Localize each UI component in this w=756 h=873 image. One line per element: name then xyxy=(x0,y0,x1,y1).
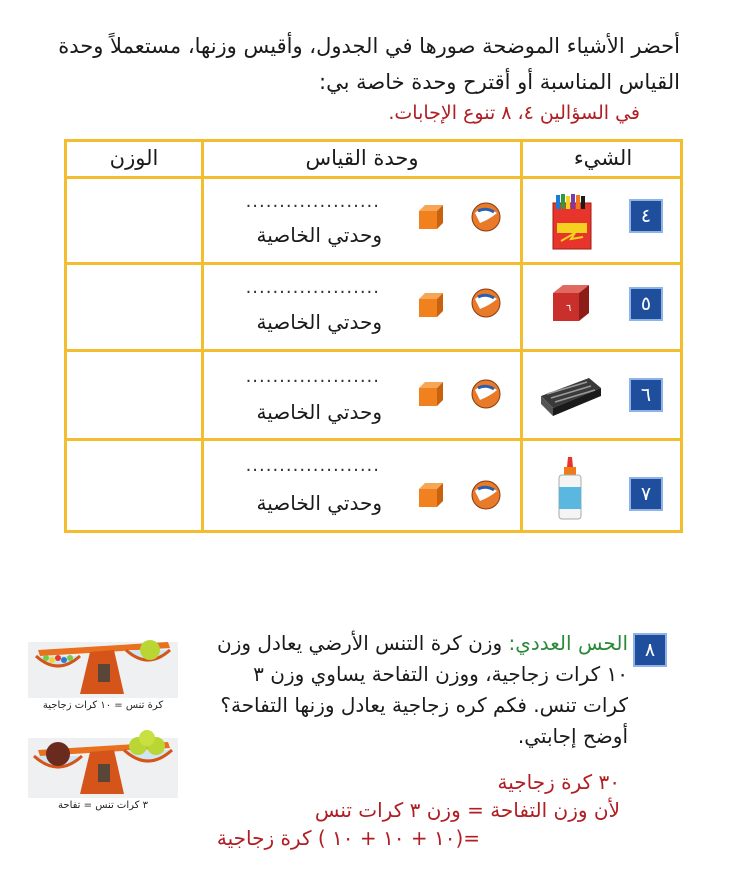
table-row xyxy=(67,441,680,533)
question-number-badge: ٦ xyxy=(629,378,663,412)
balance-scale-icon xyxy=(28,728,178,800)
table-row xyxy=(67,265,680,349)
tennis-ball-icon xyxy=(470,479,502,511)
blank-line[interactable]: .................... xyxy=(245,191,380,212)
wooden-cube-icon xyxy=(549,281,593,325)
board-eraser-icon xyxy=(537,374,605,420)
crayon-box-icon xyxy=(551,193,593,251)
question-8-body: وزن كرة التنس الأرضي يعادل وزن ١٠ كرات زجاجية، ووزن التفاحة يساوي وزن ٣ كرات تنس. فكم كره زجاجية يعادل وزنها التفاحة؟ أوضح إجابتي. xyxy=(217,631,628,748)
question-number-badge: ٤ xyxy=(629,199,663,233)
question-number-badge: ٥ xyxy=(629,287,663,321)
blank-line[interactable]: .................... xyxy=(245,366,380,387)
measurement-table xyxy=(64,139,683,533)
question-8-text xyxy=(208,628,628,752)
own-unit-label: وحدتي الخاصية xyxy=(256,310,382,334)
answer-line: =(١٠ + ١٠ + ١٠ ) كرة زجاجية xyxy=(216,826,480,850)
header-weight: الوزن xyxy=(109,146,159,170)
blank-line[interactable]: .................... xyxy=(245,455,380,476)
balance-scale-icon xyxy=(28,628,178,700)
question-number-badge: ٧ xyxy=(629,477,663,511)
answer-line: ٣٠ كرة زجاجية xyxy=(497,770,620,794)
own-unit-label: وحدتي الخاصية xyxy=(256,223,382,247)
tennis-ball-icon xyxy=(470,201,502,233)
tennis-ball-icon xyxy=(470,287,502,319)
svg-text:٦: ٦ xyxy=(566,303,572,314)
instruction-text: أحضر الأشياء الموضحة صورها في الجدول، وأقيس وزنها، مستعملاً وحدة القياس المناسبة أو أقترح وحدة خاصة بي: xyxy=(58,34,680,94)
answer-line: لأن وزن التفاحة = وزن ٣ كرات تنس xyxy=(314,798,620,822)
number-sense-label: الحس العددي: xyxy=(508,631,628,655)
tennis-ball-icon xyxy=(470,378,502,410)
question-number-badge: ٨ xyxy=(633,633,667,667)
cube-unit-icon xyxy=(417,380,445,408)
table-row xyxy=(67,352,680,438)
scale-caption: ٣ كرات تنس = تفاحة xyxy=(58,800,148,811)
glue-bottle-icon xyxy=(555,455,585,521)
blank-line[interactable]: .................... xyxy=(245,277,380,298)
table-row xyxy=(67,179,680,262)
header-object: الشيء xyxy=(573,146,633,170)
cube-unit-icon xyxy=(417,291,445,319)
answer-hint: في السؤالين ٤، ٨ تنوع الإجابات. xyxy=(388,102,640,124)
scale-caption: كرة تنس = ١٠ كرات زجاجية xyxy=(42,700,164,711)
cube-unit-icon xyxy=(417,481,445,509)
own-unit-label: وحدتي الخاصية xyxy=(256,400,382,424)
own-unit-label: وحدتي الخاصية xyxy=(256,491,382,515)
header-unit: وحدة القياس xyxy=(305,146,419,170)
cube-unit-icon xyxy=(417,203,445,231)
